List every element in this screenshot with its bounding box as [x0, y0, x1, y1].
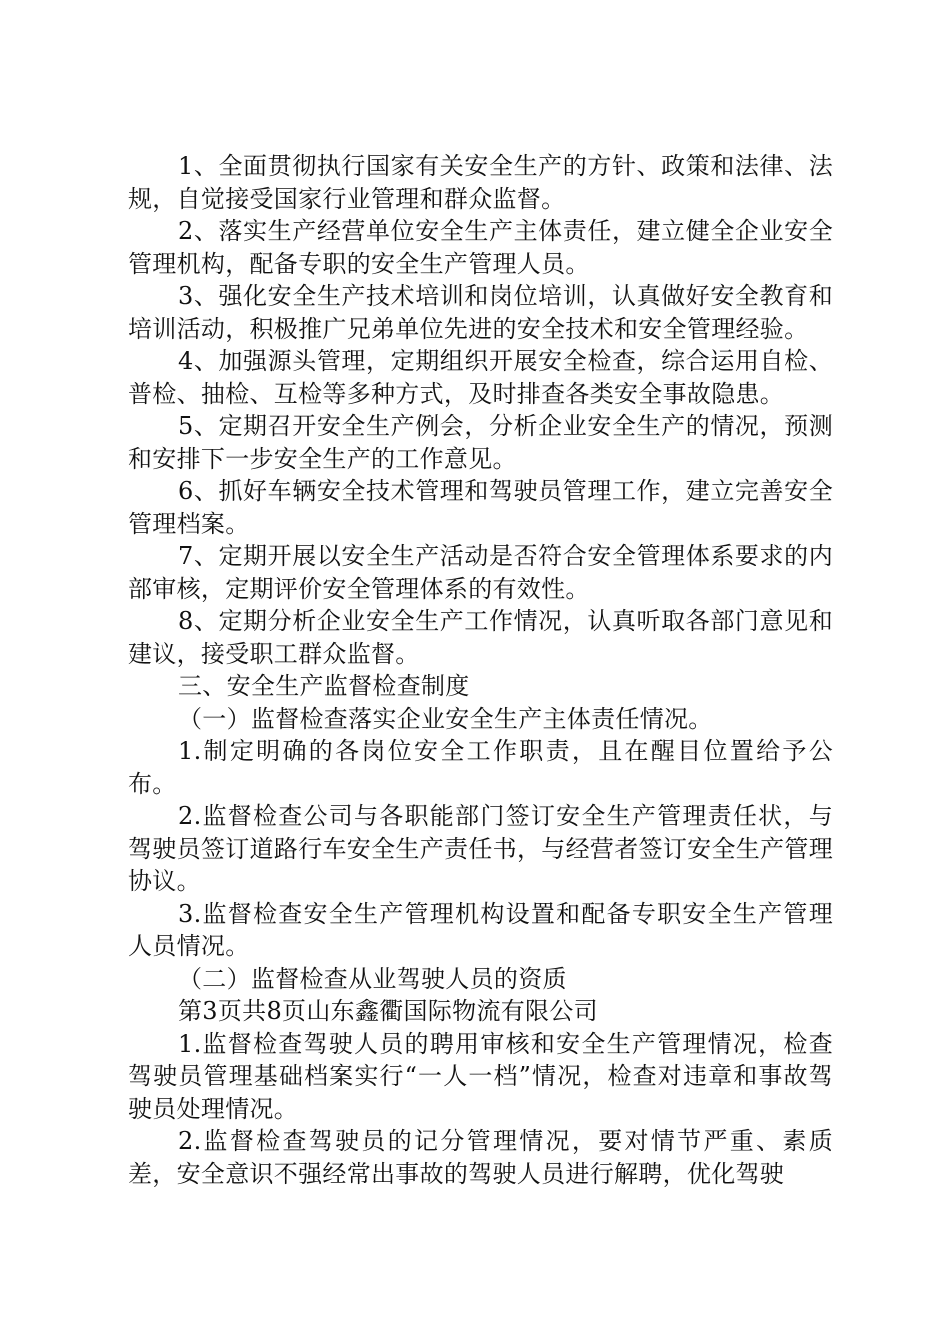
paragraph-check-2-1: 1.监督检查驾驶人员的聘用审核和安全生产管理情况，检查驾驶员管理基础档案实行“一人一档”情况，检查对违章和事故驾驶员处理情况。 [128, 1029, 833, 1123]
document-body [128, 150, 833, 1190]
paragraph-duty-5: 5、定期召开安全生产例会，分析企业安全生产的情况，预测和安排下一步安全生产的工作意见。 [128, 412, 833, 473]
page-footer-line: 第3页共8页山东鑫衢国际物流有限公司 [178, 997, 598, 1025]
paragraph-duty-8: 8、定期分析企业安全生产工作情况，认真听取各部门意见和建议，接受职工群众监督。 [128, 607, 833, 668]
paragraph-duty-1: 1、全面贯彻执行国家有关安全生产的方针、政策和法律、法规，自觉接受国家行业管理和群众监督。 [128, 152, 833, 213]
paragraph-duty-6: 6、抓好车辆安全技术管理和驾驶员管理工作，建立完善安全管理档案。 [128, 477, 833, 538]
paragraph-duty-4: 4、加强源头管理，定期组织开展安全检查，综合运用自检、普检、抽检、互检等多种方式，及时排查各类安全事故隐患。 [128, 347, 833, 408]
paragraph-check-1-3: 3.监督检查安全生产管理机构设置和配备专职安全生产管理人员情况。 [128, 899, 833, 960]
paragraph-duty-3: 3、强化安全生产技术培训和岗位培训，认真做好安全教育和培训活动，积极推广兄弟单位先进的安全技术和安全管理经验。 [128, 282, 833, 343]
paragraph-duty-2: 2、落实生产经营单位安全生产主体责任，建立健全企业安全管理机构，配备专职的安全生产管理人员。 [128, 217, 833, 278]
paragraph-duty-7: 7、定期开展以安全生产活动是否符合安全管理体系要求的内部审核，定期评价安全管理体系的有效性。 [128, 542, 833, 603]
paragraph-check-1-2: 2.监督检查公司与各职能部门签订安全生产管理责任状，与驾驶员签订道路行车安全生产责任书，与经营者签订安全生产管理协议。 [128, 802, 833, 895]
subsection-heading-1: （一）监督检查落实企业安全生产主体责任情况。 [178, 704, 713, 733]
section-heading-3: 三、安全生产监督检查制度 [178, 672, 470, 700]
paragraph-check-1-1: 1.制定明确的各岗位安全工作职责，且在醒目位置给予公布。 [128, 737, 833, 798]
subsection-heading-2: （二）监督检查从业驾驶人员的资质 [178, 964, 567, 993]
paragraph-check-2-2: 2.监督检查驾驶员的记分管理情况，要对情节严重、素质差，安全意识不强经常出事故的驾驶人员进行解聘，优化驾驶 [128, 1127, 833, 1188]
